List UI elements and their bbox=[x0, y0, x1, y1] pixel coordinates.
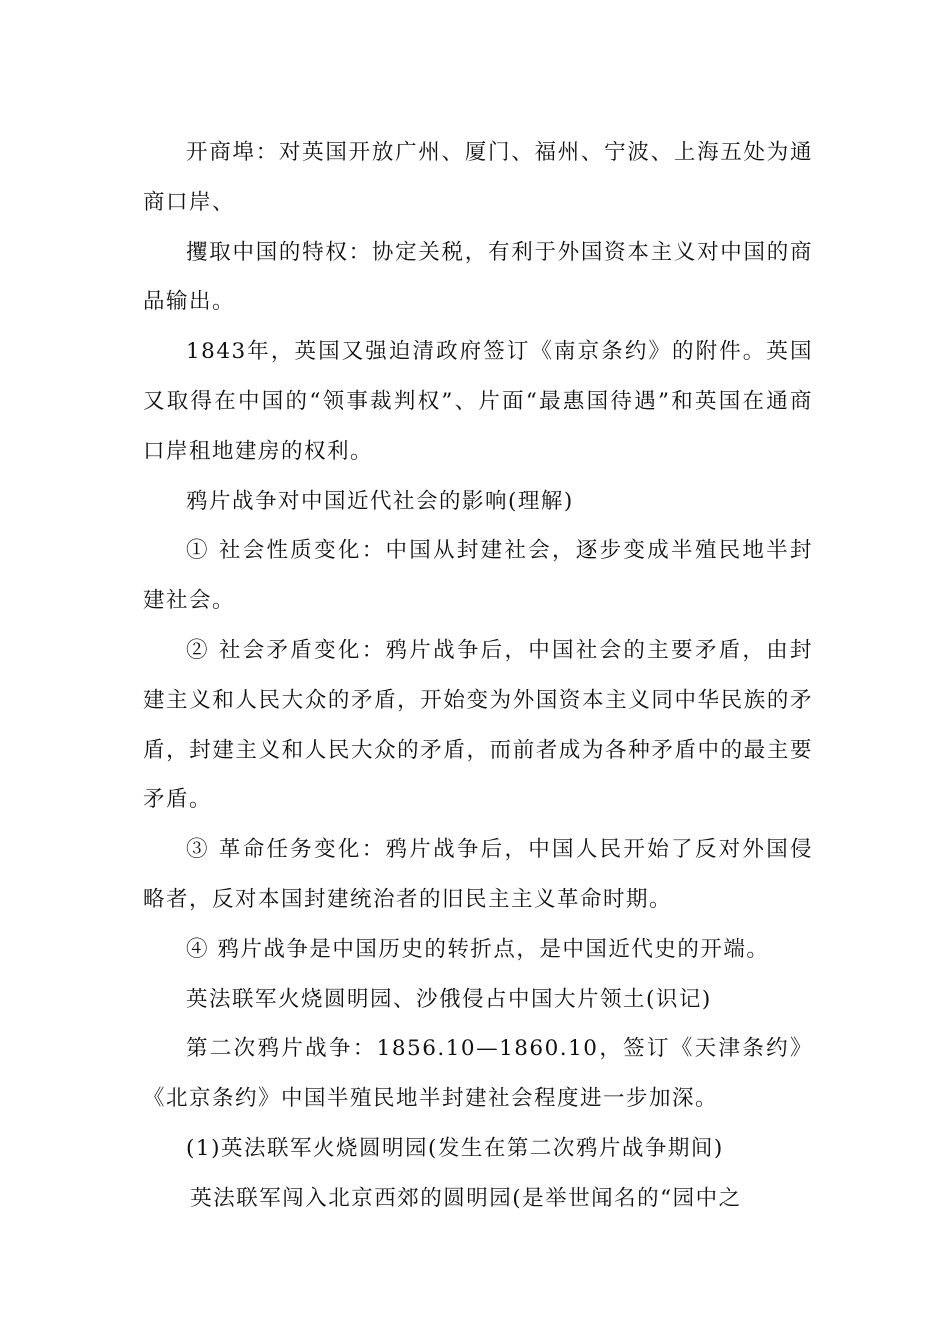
paragraph-1843-annex: 1843年，英国又强迫清政府签订《南京条约》的附件。英国又取得在中国的“领事裁判权”、片面“最惠国待遇”和英国在通商口岸租地建房的权利。 bbox=[143, 339, 813, 464]
paragraph-impact-3: ③ 革命任务变化：鸦片战争后，中国人民开始了反对外国侵略者，反对本国封建统治者的旧民主主义革命时期。 bbox=[143, 837, 813, 912]
document-body bbox=[143, 128, 813, 1224]
paragraph-yuanmingyuan-heading: (1)英法联军火烧圆明园(发生在第二次鸦片战争期间) bbox=[186, 1135, 724, 1161]
paragraph-open-ports: 开商埠：对英国开放广州、厦门、福州、宁波、上海五处为通商口岸、 bbox=[143, 140, 813, 215]
paragraph-allied-heading: 英法联军火烧圆明园、沙俄侵占中国大片领土(识记) bbox=[186, 986, 712, 1012]
paragraph-impact-1: ① 社会性质变化：中国从封建社会，逐步变成半殖民地半封建社会。 bbox=[143, 538, 813, 614]
paragraph-impact-heading: 鸦片战争对中国近代社会的影响(理解) bbox=[186, 488, 574, 514]
paragraph-impact-4: ④ 鸦片战争是中国历史的转折点，是中国近代史的开端。 bbox=[186, 936, 770, 962]
paragraph-impact-2: ② 社会矛盾变化：鸦片战争后，中国社会的主要矛盾，由封建主义和人民大众的矛盾，开始变为外国资本主义同中华民族的矛盾，封建主义和人民大众的矛盾，而前者成为各种矛盾中的最主要矛盾。 bbox=[143, 637, 813, 813]
paragraph-yuanmingyuan-text: 英法联军闯入北京西郊的圆明园(是举世闻名的“园中之 bbox=[190, 1185, 742, 1211]
paragraph-second-opium-war: 第二次鸦片战争：1856.10—1860.10，签订《天津条约》《北京条约》中国半殖民地半封建社会程度进一步加深。 bbox=[143, 1036, 813, 1112]
paragraph-privileges: 攫取中国的特权：协定关税，有利于外国资本主义对中国的商品输出。 bbox=[143, 239, 813, 315]
